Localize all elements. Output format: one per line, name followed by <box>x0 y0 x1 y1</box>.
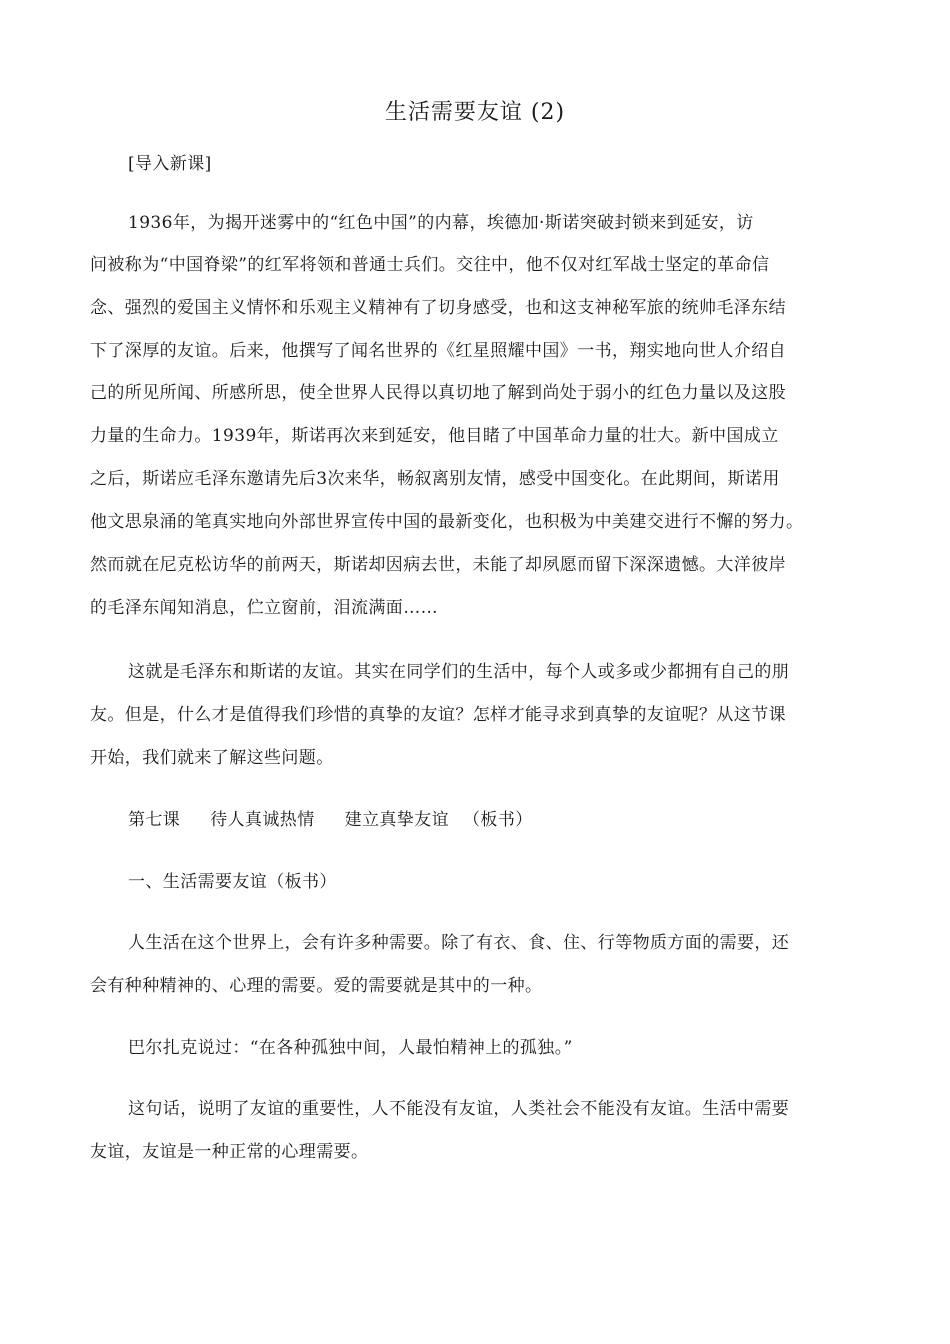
paragraph2-line: 友。但是，什么才是值得我们珍惜的真挚的友谊？怎样才能寻求到真挚的友谊呢？从这节课 <box>90 705 786 725</box>
paragraph3-line: 人生活在这个世界上，会有许多种需要。除了有衣、食、住、行等物质方面的需要，还 <box>128 933 790 953</box>
paragraph1-line: 1936年，为揭开迷雾中的“红色中国”的内幕，埃德加·斯诺突破封锁来到延安，访 <box>128 213 754 233</box>
paragraph1-line: 他文思泉涌的笔真实地向外部世界宣传中国的最新变化，也积极为中美建交进行不懈的努力。 <box>90 512 804 532</box>
paragraph2-line: 这就是毛泽东和斯诺的友谊。其实在同学们的生活中，每个人或多或少都拥有自己的朋 <box>128 662 790 682</box>
paragraph2-line: 开始，我们就来了解这些问题。 <box>90 748 334 768</box>
paragraph1-line: 念、强烈的爱国主义情怀和乐观主义精神有了切身感受，也和这支神秘军旅的统帅毛泽东结 <box>90 298 786 318</box>
paragraph1-line: 力量的生命力。1939年，斯诺再次来到延安，他目睹了中国革命力量的壮大。新中国成立 <box>90 426 779 446</box>
paragraph1-line: 之后，斯诺应毛泽东邀请先后3次来华，畅叙离别友情，感受中国变化。在此期间，斯诺用 <box>90 469 780 489</box>
paragraph1-line: 下了深厚的友谊。后来，他撰写了闻名世界的《红星照耀中国》一书，翔实地向世人介绍自 <box>90 341 786 361</box>
document-title: 生活需要友谊 (2) <box>384 100 566 125</box>
paragraph1-line: 问被称为“中国脊梁”的红军将领和普通士兵们。交往中，他不仅对红军战士坚定的革命信 <box>90 255 770 275</box>
quote-line: 巴尔扎克说过：“在各种孤独中间，人最怕精神上的孤独。” <box>128 1038 573 1058</box>
board-note: （板书） <box>463 810 533 830</box>
paragraph4-line: 友谊，友谊是一种正常的心理需要。 <box>90 1142 369 1162</box>
paragraph3-line: 会有种种精神的、心理的需要。爱的需要就是其中的一种。 <box>90 976 543 996</box>
paragraph1-line: 己的所见所闻、所感所思，使全世界人民得以真切地了解到尚处于弱小的红色力量以及这股 <box>90 383 786 403</box>
paragraph1-line: 的毛泽东闻知消息，伫立窗前，泪流满面…… <box>90 598 438 618</box>
board-lesson: 第七课 <box>128 810 181 830</box>
paragraph1-line: 然而就在尼克松访华的前两天，斯诺却因病去世，未能了却夙愿而留下深深遗憾。大洋彼岸 <box>90 555 786 575</box>
board-part1: 待人真诚热情 <box>210 810 315 830</box>
board-part2: 建立真挚友谊 <box>344 810 450 830</box>
paragraph4-line: 这句话，说明了友谊的重要性，人不能没有友谊，人类社会不能没有友谊。生活中需要 <box>128 1099 790 1119</box>
section-intro-label: [导入新课] <box>128 154 212 174</box>
subheading: 一、生活需要友谊（板书） <box>128 872 337 892</box>
board-heading <box>128 808 533 832</box>
